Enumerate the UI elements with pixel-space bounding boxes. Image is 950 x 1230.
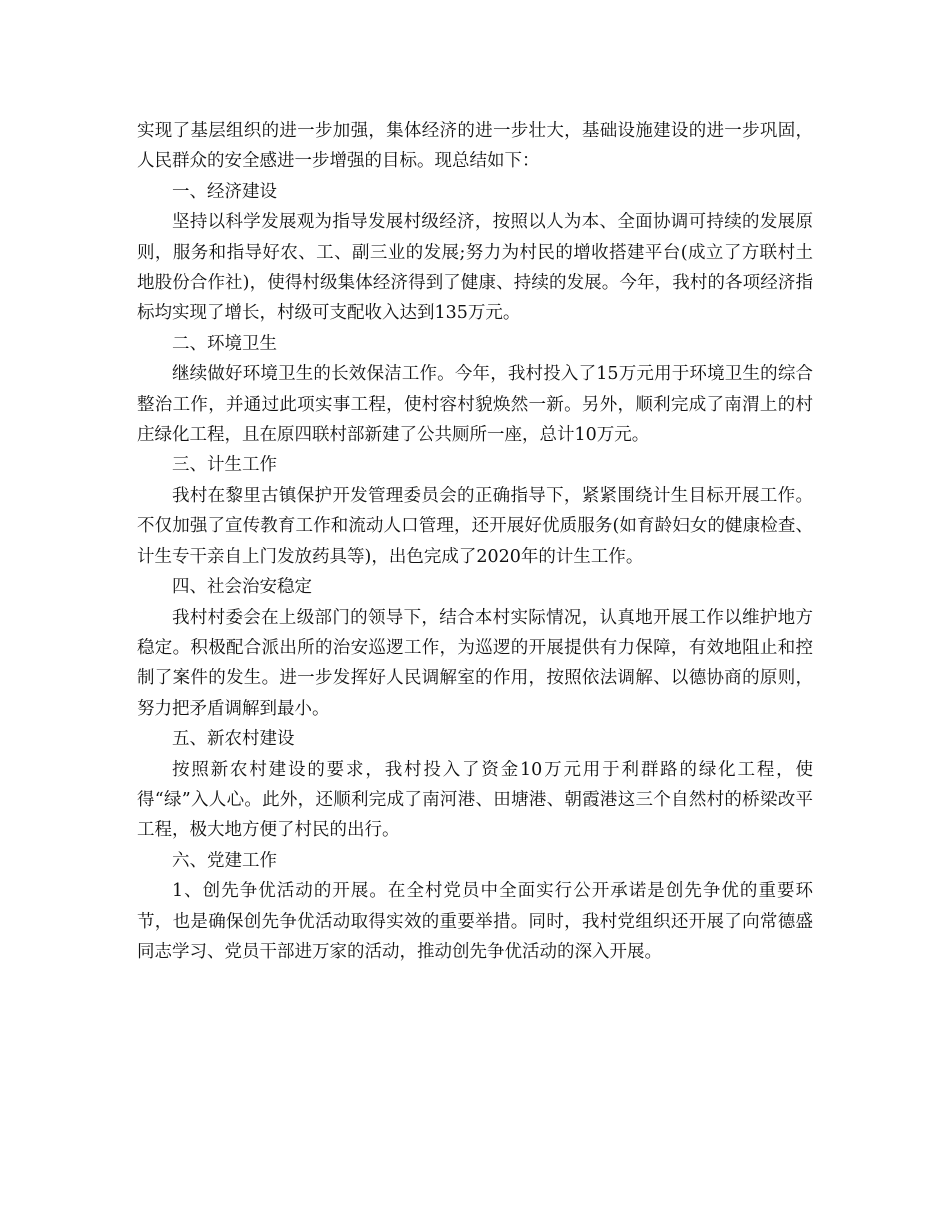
section-heading-public-security: 四、社会治安稳定 <box>172 577 312 598</box>
paragraph-family-planning: 我村在黎里古镇保护开发管理委员会的正确指导下，紧紧围绕计生目标开展工作。不仅加强了宣传教育工作和流动人口管理，还开展好优质服务(如育龄妇女的健康检查、计生专干亲自上门发放药具等)，出色完成了2020年的计生工作。 <box>137 485 813 567</box>
document-body <box>137 116 813 967</box>
paragraph-new-countryside: 按照新农村建设的要求，我村投入了资金10万元用于利群路的绿化工程，使得“绿”入人心。此外，还顺利完成了南河港、田塘港、朝霞港这三个自然村的桥梁改平工程，极大地方便了村民的出行。 <box>137 759 813 841</box>
section-heading-environment: 二、环境卫生 <box>172 333 277 354</box>
section-heading-new-countryside: 五、新农村建设 <box>172 729 295 750</box>
paragraph-public-security: 我村村委会在上级部门的领导下，结合本村实际情况，认真地开展工作以维护地方稳定。积极配合派出所的治安巡逻工作，为巡逻的开展提供有力保障，有效地阻止和控制了案件的发生。进一步发挥好人民调解室的作用，按照依法调解、以德协商的原则，努力把矛盾调解到最小。 <box>137 607 813 719</box>
section-heading-economy: 一、经济建设 <box>172 181 277 202</box>
section-heading-party-building: 六、党建工作 <box>172 850 277 871</box>
paragraph-party-building: 1、创先争优活动的开展。在全村党员中全面实行公开承诺是创先争优的重要环节，也是确保创先争优活动取得实效的重要举措。同时，我村党组织还开展了向常德盛同志学习、党员干部进万家的活动，推动创先争优活动的深入开展。 <box>137 881 813 962</box>
paragraph-economy: 坚持以科学发展观为指导发展村级经济，按照以人为本、全面协调可持续的发展原则，服务和指导好农、工、副三业的发展;努力为村民的增收搭建平台(成立了方联村土地股份合作社)，使得村级集体经济得到了健康、持续的发展。今年，我村的各项经济指标均实现了增长，村级可支配收入达到135万元。 <box>137 212 813 324</box>
paragraph-environment: 继续做好环境卫生的长效保洁工作。今年，我村投入了15万元用于环境卫生的综合整治工作，并通过此项实事工程，使村容村貌焕然一新。另外，顺利完成了南渭上的村庄绿化工程，且在原四联村部新建了公共厕所一座，总计10万元。 <box>137 364 813 446</box>
section-heading-family-planning: 三、计生工作 <box>172 455 277 476</box>
paragraph-intro-continued: 实现了基层组织的进一步加强，集体经济的进一步壮大，基础设施建设的进一步巩固，人民群众的安全感进一步增强的目标。现总结如下： <box>137 121 813 172</box>
